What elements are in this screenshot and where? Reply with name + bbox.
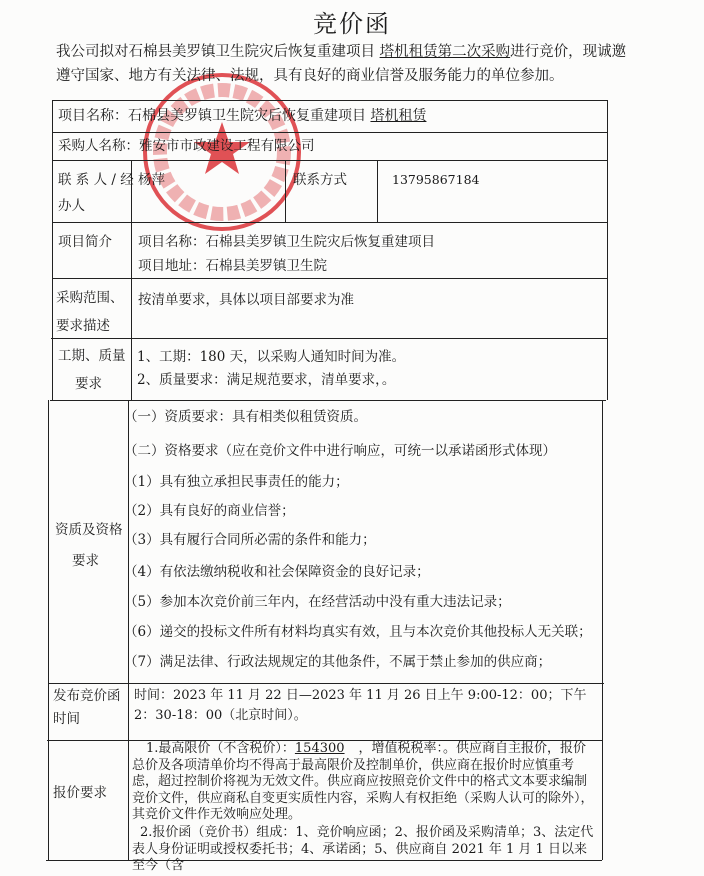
publish-label-2: 时间 <box>53 711 80 727</box>
contact-label: 联 系 人 / 经 <box>58 172 134 188</box>
qual-line: （二）资格要求（应在竞价文件中进行响应，可统一以承诺函形式体现） <box>124 443 556 459</box>
scope-text: 按清单要求，具体以项目部要求为准 <box>138 292 354 308</box>
period-label-2: 要求 <box>75 376 102 392</box>
intro-text: 我公司拟对石棉县美罗镇卫生院灾后恢复重建项目 <box>56 44 380 60</box>
contact-method-label: 联系方式 <box>293 172 347 188</box>
quote-para-1: 1.最高限价（不含税价）：154300 ，增值税税率：。供应商自主报价，报价总价及各项清单价均不得高于最高限价及控制单价，供应商在报价时应慎重考虑，超过控制价将视为无效文件。供应商应按照竞价文件中的格式文本要求编制竞价文件，供应商私自变更实质性内容，采购人有权拒绝（采购人认可的除外），其竞价文件作无效响应处理。 <box>132 741 594 822</box>
overview-label: 项目简介 <box>58 234 112 250</box>
intro-paragraph <box>56 40 636 88</box>
purchaser-cell: 采购人名称：雅安市市政建设工程有限公司 <box>58 138 315 154</box>
qual-line: （6）递交的投标文件所有材料均真实有效，且与本次竞价其他投标人无关联； <box>124 624 592 640</box>
qual-line: （2）具有良好的商业信誉； <box>124 503 295 519</box>
quote-label: 报价要求 <box>53 785 107 801</box>
scope-label-2: 要求描述 <box>56 318 110 334</box>
overview-line: 项目地址：石棉县美罗镇卫生院 <box>138 258 327 274</box>
period-line: 1、工期：180 天，以采购人通知时间为准。 <box>137 349 406 365</box>
contact-name: 杨萍 <box>138 172 165 188</box>
overview-line: 项目名称：石棉县美罗镇卫生院灾后恢复重建项目 <box>138 234 435 250</box>
qual-line: （1）具有独立承担民事责任的能力； <box>124 474 349 490</box>
qual-label: 资质及资格 <box>55 522 123 538</box>
qual-line: （7）满足法律、行政法规规定的其他条件，不属于禁止参加的供应商； <box>124 654 552 670</box>
qual-line: （4）有依法缴纳税收和社会保障资金的良好记录； <box>124 564 430 580</box>
publish-time: 时间：2023 年 11 月 22 日—2023 年 11 月 26 日上午 9:00-12：00；下午 2：30-18：00（北京时间）。 <box>134 688 587 723</box>
contact-label-2: 办人 <box>58 198 85 214</box>
project-name-cell: 项目名称：石棉县美罗镇卫生院灾后恢复重建项目 塔机租赁 <box>58 108 427 124</box>
qual-line: （3）具有履行合同所必需的条件和能力； <box>124 532 376 548</box>
publish-label: 发布竞价函 <box>53 688 121 704</box>
period-label: 工期、质量 <box>58 348 126 364</box>
qual-line: （一）资质要求：具有相类似租赁资质。 <box>124 409 367 425</box>
contact-phone: 13795867184 <box>392 172 480 187</box>
intro-underlined: 塔机租赁第二次采购 <box>379 44 511 60</box>
period-line: 2、质量要求：满足规范要求，清单要求，。 <box>137 372 396 388</box>
qual-line: （5）参加本次竞价前三年内，在经营活动中没有重大违法记录； <box>124 594 511 610</box>
page-title: 竞价函 <box>313 10 391 38</box>
intro-text-end: 进行竞价，现诚邀遵守国家、地方有关法律、法规，具有良好的商业信誉及服务能力的单位参加。 <box>56 44 627 84</box>
scope-label: 采购范围、 <box>56 290 124 306</box>
qual-label-2: 要求 <box>72 553 99 569</box>
quote-para-2: 2.报价函（竞价书）组成：1、竞价响应函；2、报价函及采购清单；3、法定代表人身份证明或授权委托书；4、承诺函；5、供应商自 2021 年 1 月 1 日以来至今（含 <box>132 825 594 873</box>
